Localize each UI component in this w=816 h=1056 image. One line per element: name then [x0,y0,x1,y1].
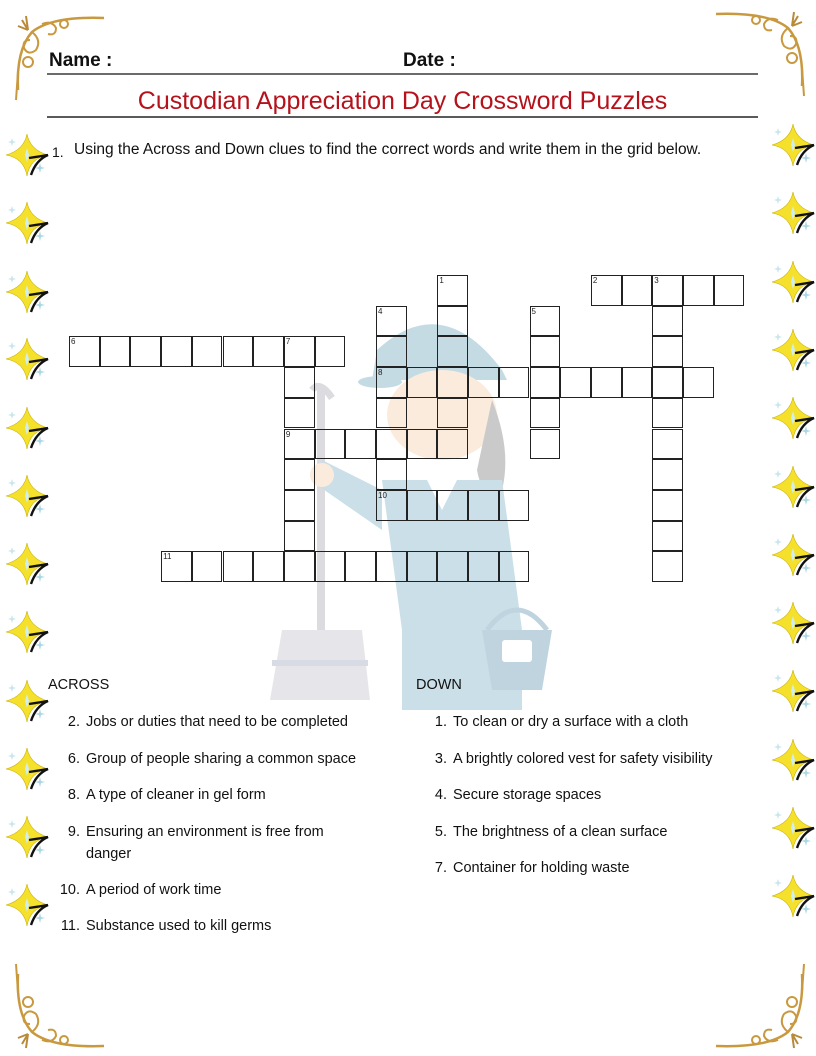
grid-cell[interactable] [376,429,407,460]
grid-cell[interactable] [437,275,468,306]
name-label: Name : [49,50,113,71]
clue-number: 9. [67,823,80,840]
instruction-number: 1. [52,144,64,160]
grid-cell[interactable] [284,367,315,398]
clue-number: 3. [434,750,447,767]
grid-cell[interactable] [192,551,223,582]
clue-text: Group of people sharing a common space [86,750,357,767]
grid-cell[interactable] [652,275,683,306]
grid-cell[interactable] [223,551,254,582]
grid-cell[interactable] [376,306,407,337]
cell-number: 10 [378,490,387,500]
clue-number: 7. [434,860,447,876]
down-heading: DOWN [416,677,462,693]
grid-cell[interactable] [376,459,407,490]
grid-cell[interactable] [253,551,284,582]
grid-cell[interactable] [315,551,346,582]
cell-number: 3 [654,276,659,285]
grid-cell[interactable] [468,367,499,398]
grid-cell[interactable] [560,367,591,398]
grid-cell[interactable] [468,551,499,582]
grid-cell[interactable] [437,551,468,582]
cell-number: 4 [378,306,383,316]
clue-text: Ensuring an environment is free from [86,823,324,840]
grid-cell[interactable] [437,306,468,337]
grid-cell[interactable] [652,306,683,337]
grid-cell[interactable] [652,429,683,460]
grid-cell[interactable] [652,551,683,582]
cell-number: 2 [592,276,598,285]
grid-cell[interactable] [622,275,653,306]
instruction-text: Using the Across and Down clues to find the correct words and write them in the grid below. [74,141,702,158]
clue-text: A type of cleaner in gel form [86,787,266,803]
grid-cell[interactable] [530,367,561,398]
cell-number: 1 [439,276,444,285]
grid-cell[interactable] [591,275,622,306]
grid-cell[interactable] [253,336,284,367]
cell-number: 9 [285,429,291,439]
grid-cell[interactable] [407,429,438,460]
grid-cell[interactable] [315,429,346,460]
clue-number: 11. [60,918,80,934]
page-title: Custodian Appreciation Day Crossword Puzzles [47,86,758,118]
grid-cell[interactable] [499,490,530,521]
cell-number: 6 [71,337,76,347]
cell-number: 7 [285,337,291,347]
grid-cell[interactable] [284,490,315,521]
clue-number: 1. [434,714,447,730]
grid-cell[interactable] [284,521,315,552]
grid-cell[interactable] [437,490,468,521]
grid-cell[interactable] [437,336,468,367]
cell-number: 11 [163,552,172,562]
grid-cell[interactable] [284,551,315,582]
grid-cell[interactable] [376,336,407,367]
grid-cell[interactable] [223,336,254,367]
grid-cell[interactable] [407,490,438,521]
grid-cell[interactable] [468,490,499,521]
grid-cell[interactable] [345,429,376,460]
clue-text: The brightness of a clean surface [453,823,668,840]
grid-cell[interactable] [530,306,561,337]
clue-text: Jobs or duties that need to be completed [86,714,348,730]
grid-cell[interactable] [284,459,315,490]
grid-cell[interactable] [376,398,407,429]
clue-text: Substance used to kill germs [86,918,272,934]
grid-cell[interactable] [437,367,468,398]
grid-cell[interactable] [683,275,714,306]
grid-cell[interactable] [100,336,131,367]
grid-cell[interactable] [376,551,407,582]
grid-cell[interactable] [683,367,714,398]
grid-cell[interactable] [652,398,683,429]
across-heading: ACROSS [48,677,110,693]
grid-cell[interactable] [130,336,161,367]
grid-cell[interactable] [284,429,315,460]
grid-cell[interactable] [407,551,438,582]
grid-cell[interactable] [499,551,530,582]
cell-number: 5 [531,306,536,316]
clue-text: To clean or dry a surface with a cloth [453,714,689,730]
grid-cell[interactable] [499,367,530,398]
grid-cell[interactable] [69,336,100,367]
date-label: Date : [403,50,456,71]
clue-text-continued: danger [86,845,132,862]
clue-number: 2. [67,714,80,730]
grid-cell[interactable] [284,336,315,367]
grid-cell[interactable] [530,336,561,367]
grid-cell[interactable] [161,551,192,582]
clue-number: 10. [59,881,80,898]
grid-cell[interactable] [652,521,683,552]
clue-text: A brightly colored vest for safety visibility [453,750,713,767]
clue-text: A period of work time [86,881,222,898]
grid-cell[interactable] [530,429,561,460]
grid-cell[interactable] [284,398,315,429]
clue-number: 8. [67,787,80,803]
grid-cell[interactable] [192,336,223,367]
grid-cell[interactable] [345,551,376,582]
grid-cell[interactable] [591,367,622,398]
clue-text: Secure storage spaces [453,787,602,803]
grid-cell[interactable] [161,336,192,367]
grid-cell[interactable] [652,367,683,398]
grid-cell[interactable] [407,367,438,398]
clue-number: 4. [434,787,447,803]
grid-cell[interactable] [652,459,683,490]
grid-cell[interactable] [714,275,745,306]
grid-cell[interactable] [437,429,468,460]
grid-cell[interactable] [652,490,683,521]
cell-number: 8 [378,368,383,378]
clue-text: Container for holding waste [453,860,630,876]
grid-cell[interactable] [652,336,683,367]
clue-number: 6. [67,750,80,767]
grid-cell[interactable] [437,398,468,429]
grid-cell[interactable] [622,367,653,398]
grid-cell[interactable] [376,367,407,398]
clue-number: 5. [434,823,447,840]
grid-cell[interactable] [530,398,561,429]
grid-cell[interactable] [315,336,346,367]
grid-cell[interactable] [376,490,407,521]
